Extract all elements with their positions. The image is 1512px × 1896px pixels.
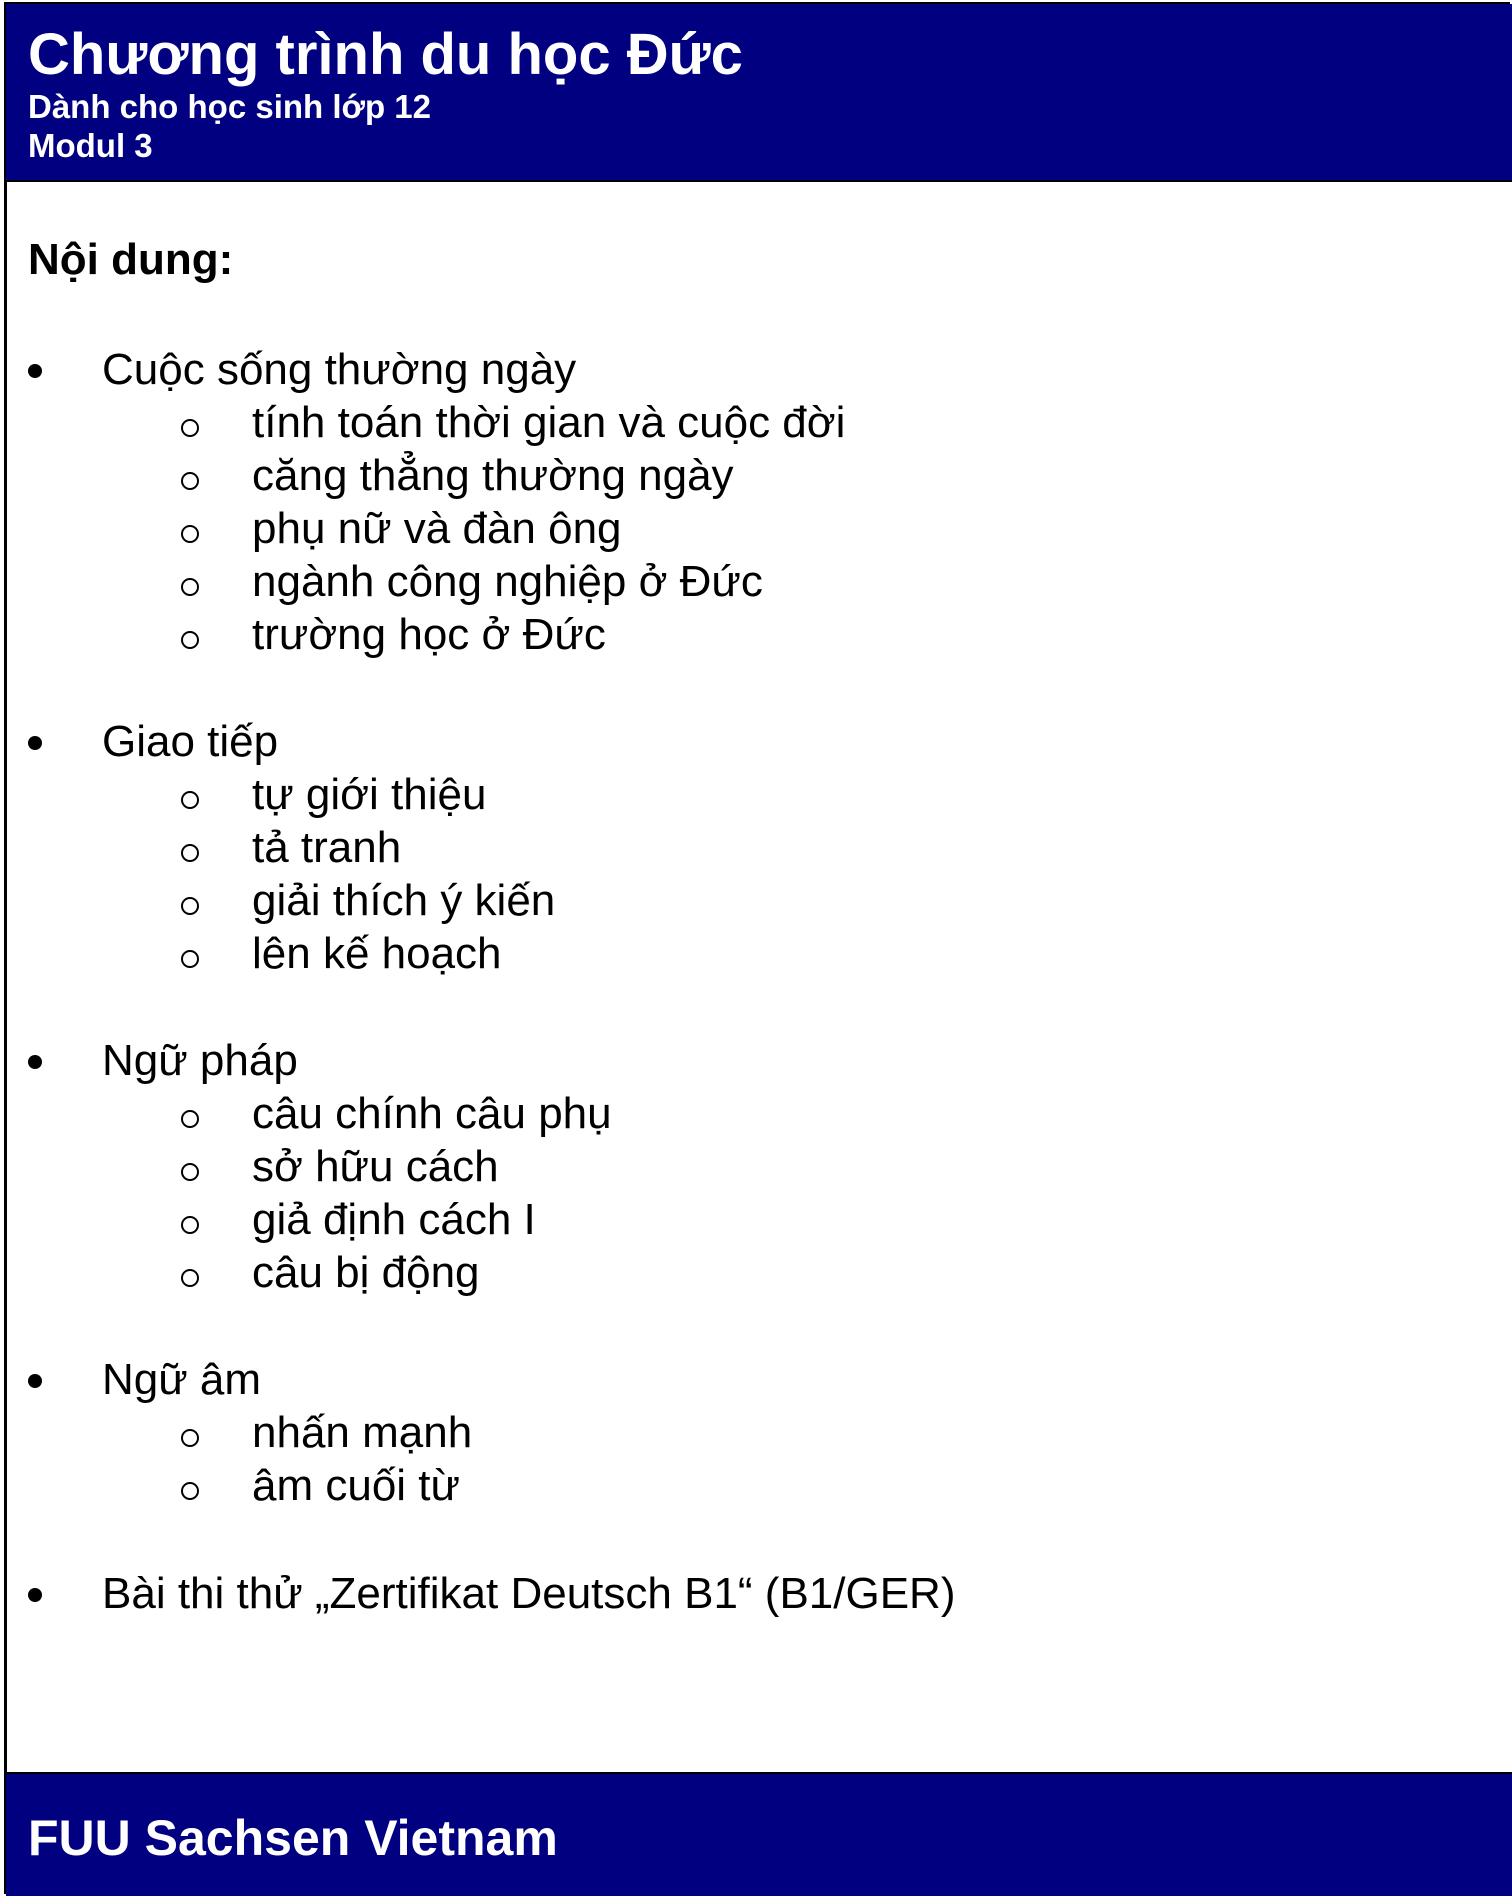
list-item [0, 1035, 1400, 1087]
list-item-label: Giao tiếp [102, 717, 279, 766]
sub-list-item [0, 928, 1400, 980]
list-item [0, 1568, 1400, 1620]
sub-list-item-label: trường học ở Đức [252, 610, 606, 659]
bullet-icon [28, 364, 42, 378]
sub-list-item-label: căng thẳng thường ngày [252, 451, 734, 500]
sub-list-item-label: lên kế hoạch [252, 929, 502, 978]
circle-bullet-icon [181, 897, 199, 915]
sub-list-item-label: tính toán thời gian và cuộc đời [252, 398, 846, 447]
circle-bullet-icon [181, 419, 199, 437]
module-label: Modul 3 [28, 127, 153, 164]
sub-list-item [0, 1407, 1400, 1459]
page-footer [6, 1772, 1512, 1896]
list-item [0, 344, 1400, 396]
sub-list-item-label: nhấn mạnh [252, 1408, 473, 1457]
circle-bullet-icon [181, 1482, 199, 1500]
circle-bullet-icon [181, 472, 199, 490]
sub-list-item [0, 503, 1400, 555]
circle-bullet-icon [181, 578, 199, 596]
sub-list-item-label: câu chính câu phụ [252, 1089, 612, 1138]
sub-list-item-label: câu bị động [252, 1248, 480, 1297]
sub-list-item [0, 556, 1400, 608]
sub-list-item [0, 1460, 1400, 1512]
list-item [0, 1354, 1400, 1406]
bullet-icon [28, 1374, 42, 1388]
sub-list-item [0, 822, 1400, 874]
sub-list-item-label: tả tranh [252, 823, 402, 872]
circle-bullet-icon [181, 844, 199, 862]
circle-bullet-icon [181, 950, 199, 968]
circle-bullet-icon [181, 1163, 199, 1181]
circle-bullet-icon [181, 525, 199, 543]
page-title: Chương trình du học Đức [28, 22, 743, 87]
sub-list-item-label: giải thích ý kiến [252, 876, 556, 925]
sub-list-item-label: tự giới thiệu [252, 770, 487, 819]
bullet-icon [28, 1588, 42, 1602]
sub-list-item [0, 397, 1400, 449]
list-item-label: Cuộc sống thường ngày [102, 345, 577, 394]
footer-organization: FUU Sachsen Vietnam [28, 1810, 558, 1866]
bullet-icon [28, 1055, 42, 1069]
page-header [6, 4, 1512, 182]
sub-list-item-label: âm cuối từ [252, 1461, 460, 1510]
sub-list-item-label: ngành công nghiệp ở Đức [252, 557, 763, 606]
sub-list-item [0, 1088, 1400, 1140]
bullet-icon [28, 736, 42, 750]
sub-list-item [0, 1141, 1400, 1193]
content-heading: Nội dung: [28, 235, 234, 284]
sub-list-item [0, 1194, 1400, 1246]
circle-bullet-icon [181, 1110, 199, 1128]
sub-list-item-label: giả định cách I [252, 1195, 536, 1244]
sub-list-item [0, 875, 1400, 927]
circle-bullet-icon [181, 631, 199, 649]
circle-bullet-icon [181, 1269, 199, 1287]
circle-bullet-icon [181, 1216, 199, 1234]
sub-list-item [0, 450, 1400, 502]
sub-list-item [0, 609, 1400, 661]
list-item [0, 716, 1400, 768]
list-item-label: Ngữ pháp [102, 1036, 298, 1085]
circle-bullet-icon [181, 791, 199, 809]
sub-list-item [0, 769, 1400, 821]
sub-list-item-label: sở hữu cách [252, 1142, 499, 1191]
sub-list-item-label: phụ nữ và đàn ông [252, 504, 622, 553]
circle-bullet-icon [181, 1429, 199, 1447]
list-item-label: Bài thi thử „Zertifikat Deutsch B1“ (B1/GER) [102, 1569, 956, 1618]
list-item-label: Ngữ âm [102, 1355, 262, 1404]
page-subtitle: Dành cho học sinh lớp 12 [28, 88, 432, 125]
sub-list-item [0, 1247, 1400, 1299]
